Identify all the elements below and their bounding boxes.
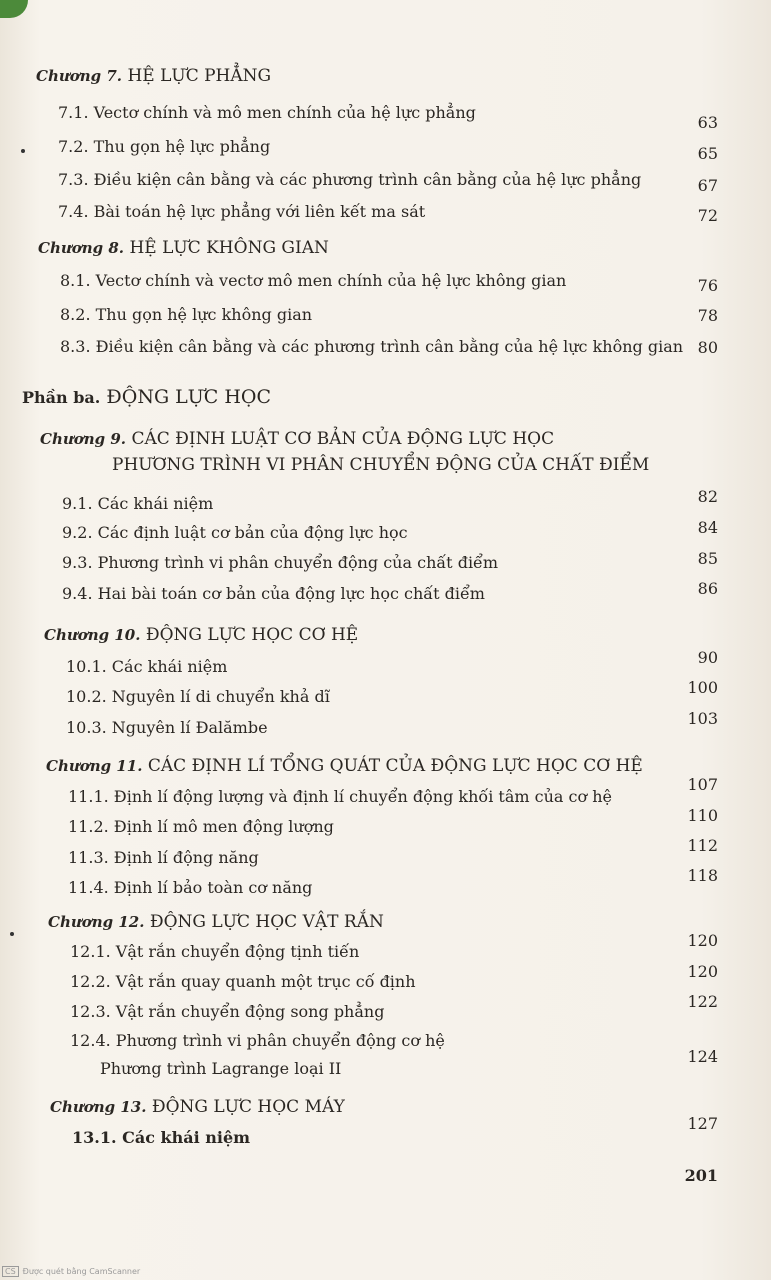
page-number-7-3: 67 <box>697 176 718 195</box>
chapter-10-heading: Chương 10. ĐỘNG LỰC HỌC CƠ HỆ <box>44 625 359 645</box>
chapter-7-heading: Chương 7. HỆ LỰC PHẲNG <box>36 66 272 86</box>
page-number-7-1: 63 <box>697 113 718 132</box>
chapter-9-subtitle: PHƯƠNG TRÌNH VI PHÂN CHUYỂN ĐỘNG CỦA CHẤT ĐIỂM <box>112 455 650 475</box>
page-number-10-3: 103 <box>687 709 718 728</box>
toc-entry-9-3: 9.3. Phương trình vi phân chuyển động của chất điểm <box>62 553 499 572</box>
page-number-8-2: 78 <box>697 306 718 325</box>
toc-entry-8-3: 8.3. Điều kiện cân bằng và các phương trình cân bằng của hệ lực không gian <box>60 337 684 356</box>
toc-entry-11-3: 11.3. Định lí động năng <box>68 848 259 867</box>
toc-entry-13-1: 13.1. Các khái niệm <box>72 1128 251 1147</box>
green-corner-mark <box>0 0 28 18</box>
page-number: 201 <box>684 1166 718 1185</box>
camscanner-badge: CS <box>2 1266 19 1277</box>
toc-entry-11-1: 11.1. Định lí động lượng và định lí chuyển động khối tâm của cơ hệ <box>68 787 612 806</box>
chapter-13-heading: Chương 13. ĐỘNG LỰC HỌC MÁY <box>50 1097 345 1117</box>
toc-entry-9-4: 9.4. Hai bài toán cơ bản của động lực học chất điểm <box>62 584 485 603</box>
toc-entry-7-2: 7.2. Thu gọn hệ lực phẳng <box>58 137 271 156</box>
page-number-10-2: 100 <box>687 678 718 697</box>
camscanner-text: Được quét bằng CamScanner <box>22 1267 141 1276</box>
toc-entry-10-3: 10.3. Nguyên lí Đalămbe <box>66 718 268 737</box>
toc-entry-8-2: 8.2. Thu gọn hệ lực không gian <box>60 305 313 324</box>
page-number-7-2: 65 <box>697 144 718 163</box>
page-number-9-3: 85 <box>697 549 718 568</box>
page-number-9-4: 86 <box>697 579 718 598</box>
page-number-12-1: 120 <box>687 931 718 950</box>
scanner-footer <box>0 1265 771 1280</box>
page-number-11-3: 112 <box>687 836 718 855</box>
page-number-7-4: 72 <box>697 206 718 225</box>
page-number-11-1: 107 <box>687 775 718 794</box>
page-number-11-4: 118 <box>687 866 718 885</box>
toc-entry-12-1: 12.1. Vật rắn chuyển động tịnh tiến <box>70 942 360 961</box>
toc-entry-12-4-cont: Phương trình Lagrange loại II <box>100 1059 342 1078</box>
toc-entry-7-1: 7.1. Vectơ chính và mô men chính của hệ lực phẳng <box>58 103 476 122</box>
chapter-9-heading: Chương 9. CÁC ĐỊNH LUẬT CƠ BẢN CỦA ĐỘNG LỰC HỌC <box>40 429 555 449</box>
margin-dot <box>21 149 25 153</box>
margin-dot <box>10 932 14 936</box>
chapter-11-heading: Chương 11. CÁC ĐỊNH LÍ TỔNG QUÁT CỦA ĐỘNG LỰC HỌC CƠ HỆ <box>46 756 643 776</box>
page-number-8-1: 76 <box>697 276 718 295</box>
toc-entry-10-1: 10.1. Các khái niệm <box>66 657 228 676</box>
page-number-9-2: 84 <box>697 518 718 537</box>
toc-entry-12-2: 12.2. Vật rắn quay quanh một trục cố định <box>70 972 416 991</box>
part-3-heading: Phần ba. ĐỘNG LỰC HỌC <box>22 386 272 408</box>
toc-entry-7-4: 7.4. Bài toán hệ lực phẳng với liên kết ma sát <box>58 202 426 221</box>
page-number-8-3: 80 <box>697 338 718 357</box>
toc-entry-12-3: 12.3. Vật rắn chuyển động song phẳng <box>70 1002 385 1021</box>
toc-entry-9-1: 9.1. Các khái niệm <box>62 494 214 513</box>
toc-entry-10-2: 10.2. Nguyên lí di chuyển khả dĩ <box>66 687 330 706</box>
toc-entry-9-2: 9.2. Các định luật cơ bản của động lực học <box>62 523 408 542</box>
page-number-11-2: 110 <box>687 806 718 825</box>
toc-entry-11-4: 11.4. Định lí bảo toàn cơ năng <box>68 878 313 897</box>
page-number-9-1: 82 <box>697 487 718 506</box>
toc-entry-11-2: 11.2. Định lí mô men động lượng <box>68 817 334 836</box>
toc-entry-8-1: 8.1. Vectơ chính và vectơ mô men chính của hệ lực không gian <box>60 271 567 290</box>
page-number-12-4: 124 <box>687 1047 718 1066</box>
toc-entry-12-4: 12.4. Phương trình vi phân chuyển động cơ hệ <box>70 1031 445 1050</box>
chapter-8-heading: Chương 8. HỆ LỰC KHÔNG GIAN <box>38 238 329 258</box>
page-number-10-1: 90 <box>697 648 718 667</box>
page-number-12-2: 120 <box>687 962 718 981</box>
toc-entry-7-3: 7.3. Điều kiện cân bằng và các phương trình cân bằng của hệ lực phẳng <box>58 170 642 189</box>
page-number-13-1: 127 <box>687 1114 718 1133</box>
chapter-12-heading: Chương 12. ĐỘNG LỰC HỌC VẬT RẮN <box>48 912 384 932</box>
page-number-12-3: 122 <box>687 992 718 1011</box>
